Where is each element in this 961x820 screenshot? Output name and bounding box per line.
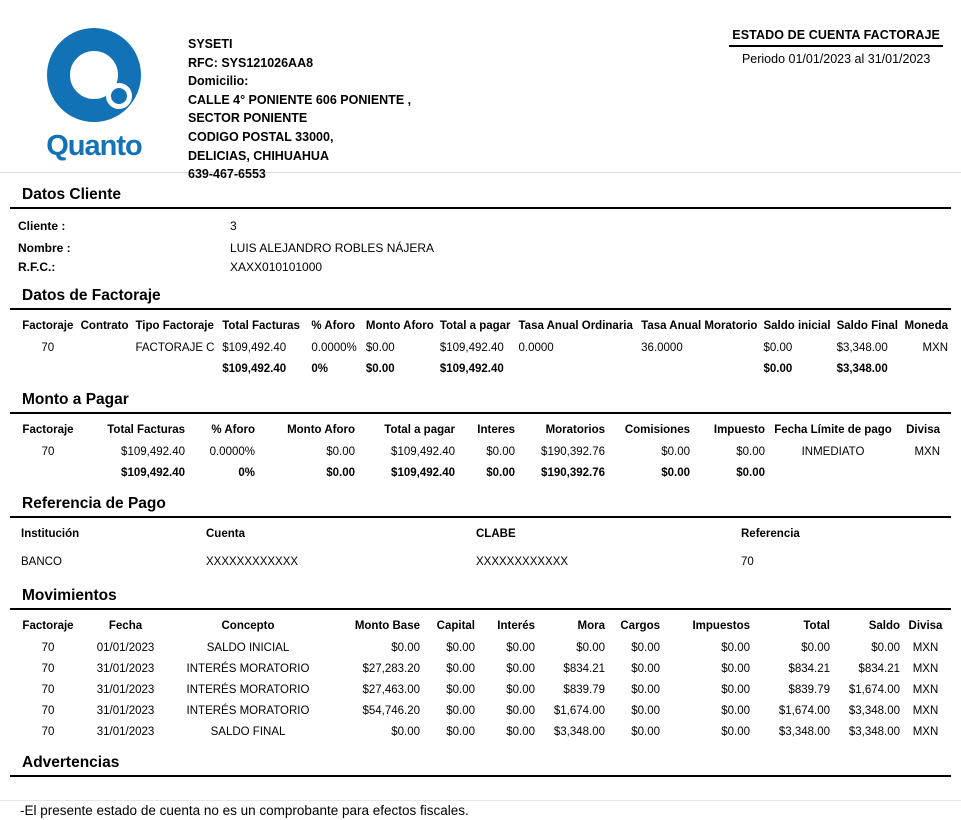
company-name: SYSETI: [188, 37, 233, 51]
column-header: Impuestos: [692, 620, 750, 632]
cell: $109,492.40: [439, 363, 504, 375]
company-domicilio-label: Domicilio:: [188, 74, 249, 89]
column-header: CLABE: [476, 528, 516, 540]
cell: 31/01/2023: [96, 726, 155, 738]
cell: $109,492.40: [391, 446, 455, 458]
column-header: Total Facturas: [107, 424, 185, 436]
cell: $0.00: [506, 663, 535, 675]
cell: 31/01/2023: [96, 663, 155, 675]
cell: $0.00: [365, 342, 395, 354]
cell: $109,492.40: [222, 363, 287, 375]
column-header: Institución: [21, 528, 80, 540]
cell: BANCO: [21, 556, 62, 568]
section-advertencias: [10, 751, 951, 818]
table-header-row: [18, 523, 933, 552]
cell: 0%: [311, 363, 328, 375]
cell: $1,674.00: [848, 684, 900, 696]
cell: 70: [41, 684, 55, 696]
column-header: Concepto: [221, 620, 275, 632]
cell: $0.00: [736, 467, 765, 479]
address-line: CALLE 4° PONIENTE 606 PONIENTE ,: [188, 92, 412, 107]
cell: [18, 463, 78, 484]
cell: $0.00: [631, 705, 660, 717]
cell: $109,492.40: [121, 446, 185, 458]
section-heading-referencia-de-pago: Referencia de Pago: [10, 492, 951, 518]
cell: $0.00: [391, 726, 420, 738]
column-header: Monto Aforo: [365, 320, 434, 332]
cell: [78, 338, 133, 359]
section-heading-movimientos: Movimientos: [10, 584, 951, 610]
cell: $0.00: [446, 684, 475, 696]
cell: 70: [41, 663, 55, 675]
table-row: [18, 638, 948, 659]
cell: $0.00: [721, 726, 750, 738]
column-header: % Aforo: [311, 320, 356, 332]
cell: 70: [41, 705, 55, 717]
column-header: Tipo Factoraje: [135, 320, 214, 332]
cell: $0.00: [506, 684, 535, 696]
cell: $0.00: [326, 446, 355, 458]
cell: $190,392.76: [541, 446, 605, 458]
field-label: Nombre :: [18, 241, 71, 255]
statement-header: [0, 0, 961, 182]
section-heading-advertencias: Advertencias: [10, 751, 951, 777]
cell: $0.00: [721, 642, 750, 654]
section-heading-monto-a-pagar: Monto a Pagar: [10, 388, 951, 414]
statement-period: Periodo 01/01/2023 al 31/01/2023: [741, 52, 931, 66]
table-totals-row: [18, 359, 951, 380]
cell: $0.00: [365, 363, 395, 375]
column-header: Saldo: [868, 620, 900, 632]
cell: $0.00: [631, 726, 660, 738]
cell: 36.0000: [641, 342, 683, 354]
logo-q-dot-icon: [106, 83, 132, 109]
cell: [78, 359, 133, 380]
cell: [516, 359, 639, 380]
section-datos-cliente: [10, 183, 951, 284]
cell: INTERÉS MORATORIO: [186, 705, 310, 717]
cell: $0.00: [631, 663, 660, 675]
section-monto-a-pagar: [10, 388, 951, 484]
cell: 0.0000%: [209, 446, 255, 458]
cell: $3,348.00: [848, 705, 900, 717]
column-header: Tasa Anual Moratorio: [641, 320, 758, 332]
cell: 70: [741, 556, 754, 568]
column-header: Mora: [577, 620, 605, 632]
cell: $54,746.20: [362, 705, 420, 717]
cell: MXN: [912, 684, 939, 696]
cell: $0.00: [763, 342, 793, 354]
cell: [898, 463, 943, 484]
column-header: Tasa Anual Ordinaria: [518, 320, 633, 332]
cell: $1,674.00: [553, 705, 605, 717]
cell: $834.21: [858, 663, 900, 675]
company-rfc: RFC: SYS121026AA8: [188, 55, 314, 70]
cell: $0.00: [661, 467, 690, 479]
column-header: Monto Base: [354, 620, 420, 632]
cell: [638, 359, 760, 380]
cell: $0.00: [576, 642, 605, 654]
column-header: % Aforo: [211, 424, 255, 436]
column-header: Capital: [436, 620, 475, 632]
address-line: CODIGO POSTAL 33000,: [188, 129, 334, 144]
column-header: Saldo Final: [836, 320, 898, 332]
field-value: 3: [230, 219, 237, 233]
cell: MXN: [912, 642, 939, 654]
cell: $0.00: [506, 642, 535, 654]
cell: $0.00: [486, 446, 515, 458]
column-header: Moratorios: [545, 424, 605, 436]
cell: INTERÉS MORATORIO: [186, 684, 310, 696]
column-header: Interes: [477, 424, 515, 436]
monto-a-pagar-table: [18, 419, 943, 484]
cell: $0.00: [506, 726, 535, 738]
cell: $0.00: [721, 663, 750, 675]
cell: $0.00: [763, 363, 793, 375]
cell: 70: [41, 446, 55, 458]
cell: $0.00: [801, 642, 830, 654]
cell: $0.00: [446, 705, 475, 717]
cell: $0.00: [486, 467, 515, 479]
column-header: Factoraje: [22, 620, 74, 632]
table-row: [18, 722, 948, 743]
table-totals-row: [18, 463, 943, 484]
cell: $839.79: [788, 684, 830, 696]
cell: $0.00: [446, 726, 475, 738]
cell: 0.0000%: [311, 342, 357, 354]
cell: [132, 359, 219, 380]
column-header: Divisa: [906, 424, 940, 436]
field-row: [18, 218, 951, 234]
section-movimientos: [10, 584, 951, 743]
cell: 31/01/2023: [96, 705, 155, 717]
movimientos-table: [18, 615, 948, 743]
logo-wordmark: Quanto: [46, 130, 142, 162]
client-fields: [10, 209, 951, 284]
cell: SALDO FINAL: [210, 726, 286, 738]
cell: $839.79: [563, 684, 605, 696]
cell: $834.21: [563, 663, 605, 675]
cell: XXXXXXXXXXXX: [206, 556, 299, 568]
cell: $109,492.40: [121, 467, 185, 479]
cell: $0.00: [631, 642, 660, 654]
cell: $0.00: [871, 642, 900, 654]
table-row: [18, 338, 951, 359]
cell: INTERÉS MORATORIO: [186, 663, 310, 675]
cell: $109,492.40: [391, 467, 455, 479]
table-row: [18, 680, 948, 701]
logo-q-icon: [47, 28, 141, 122]
cell: MXN: [914, 446, 940, 458]
cell: 70: [41, 726, 55, 738]
section-heading-datos-cliente: Datos Cliente: [10, 183, 951, 209]
column-header: Monto Aforo: [287, 424, 355, 436]
table-header-row: [18, 419, 943, 442]
table-row: [18, 659, 948, 680]
column-header: Saldo inicial: [763, 320, 831, 332]
column-header: Comisiones: [624, 424, 690, 436]
cell: 31/01/2023: [96, 684, 155, 696]
column-header: Total a pagar: [439, 320, 511, 332]
cell: $3,348.00: [836, 342, 888, 354]
cell: FACTORAJE C: [135, 342, 215, 354]
field-value: LUIS ALEJANDRO ROBLES NÁJERA: [230, 241, 435, 255]
column-header: Interés: [497, 620, 535, 632]
advertencia-note: -El presente estado de cuenta no es un comprobante para efectos fiscales.: [20, 803, 469, 818]
cell: 0.0000: [518, 342, 554, 354]
cell: $190,392.76: [541, 467, 605, 479]
cell: $1,674.00: [778, 705, 830, 717]
cell: $0.00: [721, 684, 750, 696]
section-heading-datos-factoraje: Datos de Factoraje: [10, 284, 951, 310]
column-header: Total a pagar: [384, 424, 455, 436]
company-phone: 639-467-6553: [188, 167, 266, 182]
column-header: Moneda: [904, 320, 948, 332]
column-header: Factoraje: [22, 424, 74, 436]
table-header-row: [18, 615, 948, 638]
cell: $27,283.20: [362, 663, 420, 675]
cell: $0.00: [326, 467, 355, 479]
datos-factoraje-table: [18, 315, 951, 380]
table-header-row: [18, 315, 951, 338]
cell: $0.00: [446, 642, 475, 654]
cell: $109,492.40: [439, 342, 504, 354]
cell: 0%: [238, 467, 255, 479]
cell: 70: [41, 642, 55, 654]
cell: [18, 359, 78, 380]
column-header: Referencia: [741, 528, 800, 540]
column-header: Cuenta: [206, 528, 245, 540]
cell: INMEDIATO: [801, 446, 865, 458]
cell: $3,348.00: [848, 726, 900, 738]
cell: XXXXXXXXXXXX: [476, 556, 569, 568]
footer-divider: [0, 800, 961, 801]
field-label: Cliente :: [18, 219, 66, 233]
cell: MXN: [912, 705, 939, 717]
cell: $27,463.00: [362, 684, 420, 696]
cell: 01/01/2023: [96, 642, 155, 654]
statement-title: ESTADO DE CUENTA FACTORAJE: [729, 28, 943, 47]
cell: $0.00: [446, 663, 475, 675]
cell: MXN: [912, 663, 939, 675]
column-header: Total Facturas: [222, 320, 300, 332]
cell: 70: [41, 342, 55, 354]
column-header: Total: [803, 620, 830, 632]
cell: $3,348.00: [778, 726, 830, 738]
field-value: XAXX010101000: [230, 260, 323, 274]
cell: $0.00: [631, 684, 660, 696]
cell: MXN: [912, 726, 939, 738]
cell: $834.21: [788, 663, 830, 675]
statement-title-block: [729, 14, 943, 172]
cell: $109,492.40: [222, 342, 287, 354]
cell: $3,348.00: [836, 363, 888, 375]
table-row: [18, 442, 943, 463]
cell: $0.00: [661, 446, 690, 458]
column-header: Contrato: [80, 320, 129, 332]
column-header: Factoraje: [22, 320, 74, 332]
field-row: [18, 240, 951, 256]
field-row: [18, 259, 951, 275]
cell: [768, 463, 898, 484]
cell: $3,348.00: [553, 726, 605, 738]
field-label: R.F.C.:: [18, 260, 56, 274]
column-header: Fecha Límite de pago: [774, 424, 892, 436]
cell: MXN: [922, 342, 948, 354]
cell: $0.00: [506, 705, 535, 717]
referencia-de-pago-table: [18, 523, 933, 576]
quanto-logo: [30, 28, 158, 172]
address-line: SECTOR PONIENTE: [188, 111, 308, 126]
cell: SALDO INICIAL: [206, 642, 290, 654]
column-header: Cargos: [620, 620, 660, 632]
cell: $0.00: [391, 642, 420, 654]
address-line: DELICIAS, CHIHUAHUA: [188, 148, 329, 163]
column-header: Impuesto: [713, 424, 765, 436]
cell: $0.00: [721, 705, 750, 717]
section-referencia-de-pago: [10, 492, 951, 576]
section-datos-factoraje: [10, 284, 951, 380]
table-row: [18, 701, 948, 722]
cell: $0.00: [736, 446, 765, 458]
company-info: [188, 14, 412, 182]
header-divider: [0, 172, 961, 173]
column-header: Divisa: [908, 620, 943, 632]
column-header: Fecha: [108, 620, 143, 632]
table-row: [18, 552, 933, 576]
cell: [901, 359, 951, 380]
